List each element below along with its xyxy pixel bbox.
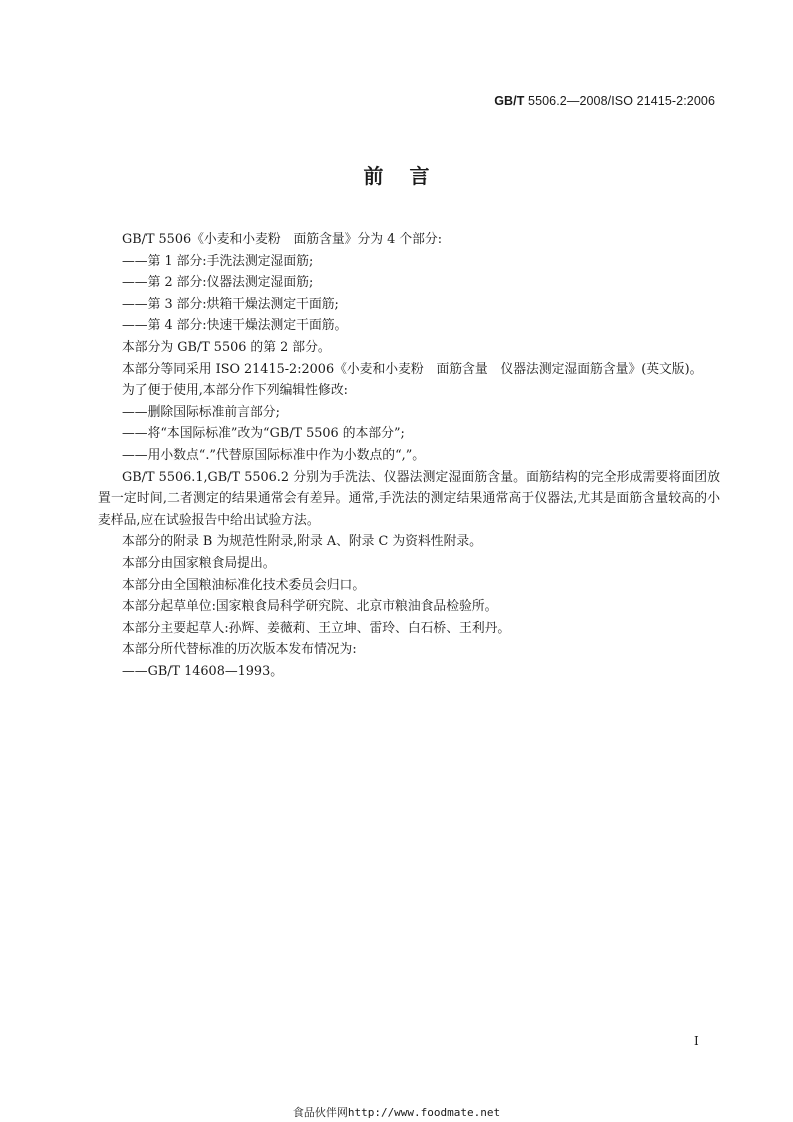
list-item-part-2: ——第 2 部分:仪器法测定湿面筋; [122, 275, 314, 291]
paragraph-previous-editions: 本部分所代替标准的历次版本发布情况为: [122, 642, 357, 658]
paragraph-editorial-changes: 为了便于使用,本部分作下列编辑性修改: [122, 383, 348, 399]
paragraph-committee: 本部分由全国粮油标准化技术委员会归口。 [122, 577, 366, 593]
list-item-part-3: ——第 3 部分:烘箱干燥法测定干面筋; [122, 296, 339, 312]
standard-code-prefix: GB/T [494, 94, 525, 108]
list-item-edit-1: ——删除国际标准前言部分; [122, 404, 280, 420]
paragraph-annexes: 本部分的附录 B 为规范性附录,附录 A、附录 C 为资料性附录。 [122, 534, 482, 550]
foreword-body [98, 229, 720, 682]
paragraph-equivalence: 本部分等同采用 ISO 21415-2:2006《小麦和小麦粉 面筋含量 仪器法测定湿面筋含量》(英文版)。 [122, 361, 703, 377]
list-item-part-1: ——第 1 部分:手洗法测定湿面筋; [122, 253, 314, 269]
standard-code-number: 5506.2—2008/ISO 21415-2:2006 [524, 94, 715, 108]
list-item-previous-edition: ——GB/T 14608—1993。 [122, 663, 284, 679]
page-number: I [694, 1034, 699, 1048]
footer-watermark: 食品伙伴网http://www.foodmate.net [292, 1106, 501, 1119]
paragraph-parts-intro: GB/T 5506《小麦和小麦粉 面筋含量》分为 4 个部分: [122, 232, 443, 247]
paragraph-this-part: 本部分为 GB/T 5506 的第 2 部分。 [122, 339, 331, 355]
paragraph-proposer: 本部分由国家粮食局提出。 [122, 555, 276, 571]
paragraph-drafting-units: 本部分起草单位:国家粮食局科学研究院、北京市粮油食品检验所。 [122, 599, 498, 615]
page-title: 前言 [363, 164, 456, 188]
list-item-edit-2: ——将“本国际标准”改为“GB/T 5506 的本部分”; [122, 426, 405, 442]
paragraph-method-comparison: GB/T 5506.1,GB/T 5506.2 分别为手洗法、仪器法测定湿面筋含量。面筋结构的完全形成需要将面团放置一定时间,二者测定的结果通常会有差异。通常,手洗法的测定结果通常高于仪器法,尤其是面筋含量较高的小麦样品,应在试验报告中给出试验方法。 [98, 469, 720, 528]
list-item-part-4: ——第 4 部分:快速干燥法测定干面筋。 [122, 318, 348, 334]
paragraph-drafters: 本部分主要起草人:孙辉、姜薇莉、王立坤、雷玲、白石桥、王利丹。 [122, 620, 511, 636]
standard-code-header [494, 94, 715, 108]
list-item-edit-3: ——用小数点“.”代替原国际标准中作为小数点的“,”。 [122, 447, 426, 463]
